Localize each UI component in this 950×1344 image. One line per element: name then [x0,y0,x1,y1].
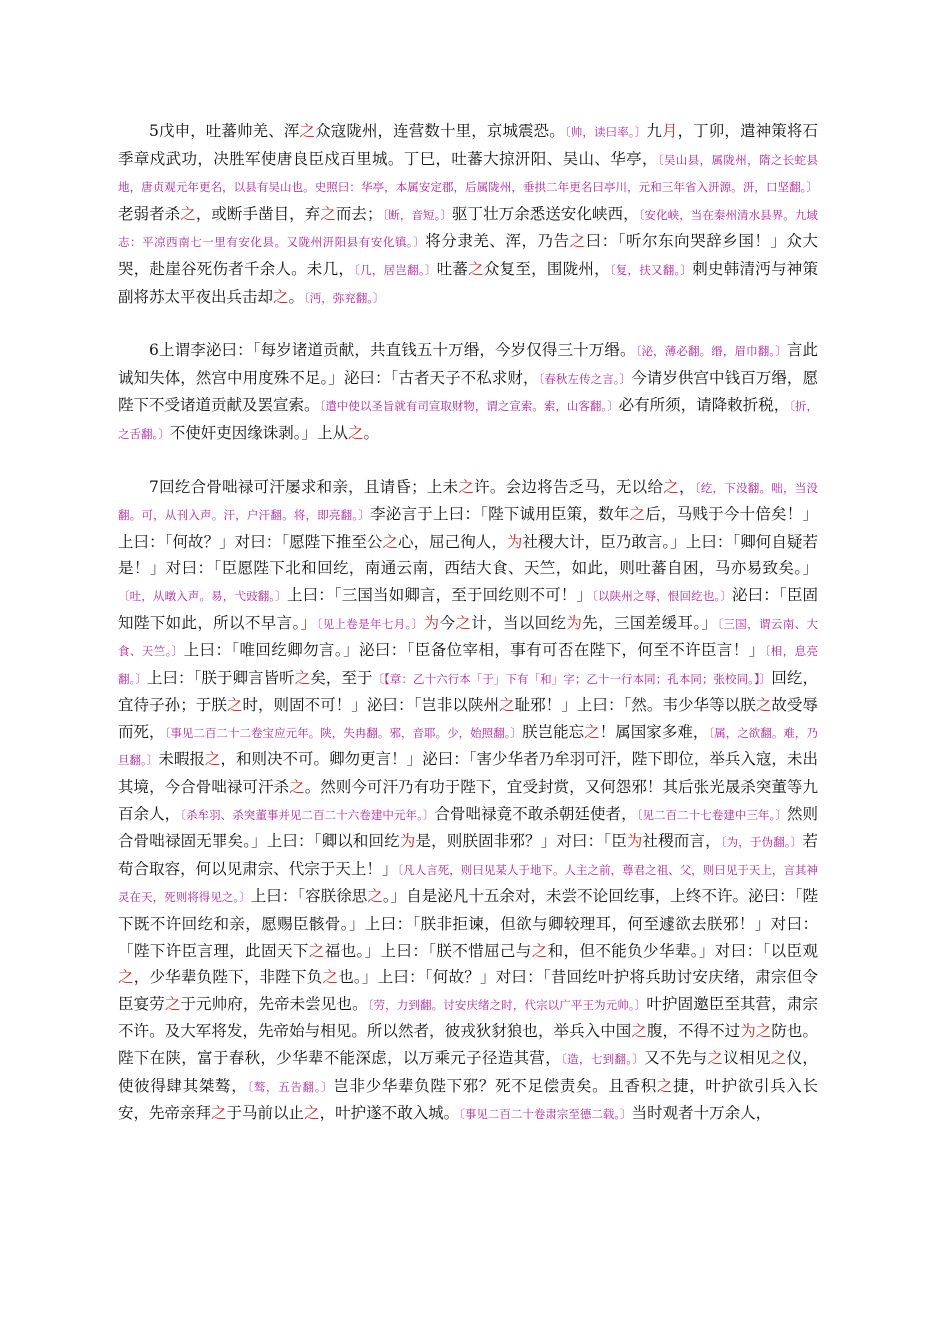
commentary-note: 〔安化峡，当在秦州清水县界。九域志：平凉西南七一里有安化县。又陇州汧阳县有安化镇。〕 [118,207,818,250]
highlighted-char: 之 [289,778,305,797]
commentary-note: 〔为，于伪翻。〕 [720,835,803,850]
main-text: 未暇报 [158,750,205,769]
main-text: 许。会边将告乏马，无以给 [474,477,664,496]
commentary-note: 〔以陕州之辱，恨回纥也。〕 [592,588,733,603]
highlighted-char: 之 [226,696,243,715]
commentary-note: 〔骜，五告翻。〕 [247,1079,334,1094]
highlighted-char: 为 [566,613,583,632]
main-text: 刺史韩清沔与神策副将苏太平夜出兵击却 [118,259,818,306]
main-text: 李泌言于上曰：「陛下诚用臣策，数年 [370,505,630,524]
main-text: 泌曰：「臣固知陛下如此，所以不早言。」 [118,585,818,632]
highlighted-char: 为 [626,832,643,851]
commentary-note: 〔纥，下没翻。咄，当没翻。可，从刊入声。汗，户汗翻。将，即亮翻。〕 [118,480,818,523]
highlighted-char: 为 [506,532,523,551]
highlighted-char: 之 [631,1022,647,1041]
main-text: 捷，叶护欲引兵入长安，先帝亲拜 [118,1076,818,1123]
main-text: 将分隶羌、浑，乃告 [425,232,570,251]
main-text: 6上谓李泌曰：「每岁诸道贡献，共直钱五十万缗，今岁仅得三十万缗。 [149,341,636,360]
main-text: 上曰：「朕于卿言皆听 [146,668,295,687]
main-text: 今 [439,613,456,632]
commentary-note: 〔造，七到翻。〕 [561,1052,645,1066]
main-text: ，少华辈负陛下，非陛下负 [133,968,323,987]
main-text: 后，马贱于今十倍矣！」上曰：「何故？」对曰：「愿陛下推至公 [118,505,818,551]
highlighted-char: 之 [118,968,134,987]
main-text: 上曰：「容朕徐思 [250,887,368,906]
main-text: 众复至，围陇州， [483,259,610,278]
highlighted-char: 之 [320,204,336,223]
highlighted-char: 月 [661,122,678,140]
commentary-note: 〔沔，弥兖翻。〕 [304,290,385,305]
highlighted-char: 之 [322,968,339,987]
highlighted-char: 之 [382,532,399,551]
commentary-note: 〔复，扶又翻。〕 [609,262,693,277]
main-text: 议相见 [723,1049,771,1067]
main-text: ，或断手凿目，弃 [195,204,321,223]
main-text: 耻邪！」上曰：「然。韦少华等以朕 [514,696,756,715]
main-text: 于马前以止 [226,1104,305,1123]
highlighted-char: 之 [531,941,548,960]
highlighted-char: 为 [399,832,416,851]
paragraph-7 [118,474,818,1128]
main-text: 言此诚知失体，然宫中用度殊不足。」泌曰：「古者天子不私求财， [118,341,818,387]
main-text: 。然则今可汗乃有功于陛下，宜受封赏，又何怨邪！其后张光晟杀突董等九百余人， [118,778,818,823]
highlighted-char: 之 [499,696,515,715]
main-text: 必有所须，请降敕折税， [618,396,790,415]
main-text: 又不先与 [644,1049,708,1067]
commentary-note: 〔事见二百二十二卷宝应元年。陕，失冉翻。邪，音耶。少，始照翻。〕 [164,725,523,740]
highlighted-char: 之 [304,1104,320,1123]
commentary-note: 〔相，息亮翻。〕 [118,644,818,686]
main-text: 仪，使彼得肆其桀骜， [118,1049,818,1095]
commentary-note: 〔折，之舌翻。〕 [118,399,818,441]
main-text: 5戊申，吐蕃帅羌、浑 [149,122,300,140]
commentary-note: 〔三国，谓云南、大食、天竺。〕 [118,616,818,659]
main-text: 时，则固不可！」泌曰：「岂非以陕州 [242,696,500,715]
main-text: 合骨咄禄竟不敢杀朝廷使者， [434,804,637,823]
main-text: 众寇陇州，连营数十里，京城震恐。 [315,122,565,140]
main-text: 上曰：「唯回纥卿勿言。」泌曰：「臣备位宰相，事有可否在陛下，何至不许臣言！」 [183,641,765,660]
commentary-note: 〔帅，读曰率。〕 [564,125,647,139]
document-page [118,118,818,1154]
main-text: 计，当以回纥 [471,613,567,632]
highlighted-char: 之 [455,613,472,632]
main-text: 然则合骨咄禄固无罪矣。」上曰：「卿以和回纥 [118,804,818,851]
highlighted-char: 之 [308,941,325,960]
main-text: 也。」上曰：「何故？」对曰：「昔回纥叶护将兵助讨安庆绪，肃宗但令臣宴劳 [118,968,818,1013]
main-text: 。 [288,287,305,306]
main-text: ！属国家多难， [599,722,709,741]
main-text: 驱丁壮万余悉送安化峡西， [452,204,639,223]
main-text: 于元帅府，先帝未尝见也。 [180,994,368,1013]
highlighted-char: 之 [299,122,316,140]
main-text: 先，三国差缓耳。」 [582,613,718,632]
main-text: 上曰：「三国当如卿言，至于回纥则不可！」 [286,585,593,604]
main-text: ，叶护遂不敢入城。 [319,1104,460,1123]
main-text: 。 [363,423,380,442]
highlighted-char: 之 [294,668,311,687]
main-text: 社稷大计，臣乃敢言。」上曰：「卿何自疑若是！」对曰：「臣愿陛下北和回纥，南通云南，西结大食、天竺，如此，则吐蕃自困，马亦易致矣。」 [118,532,818,578]
main-text: 朕岂能忘 [522,722,585,741]
commentary-note: 〔泌，薄必翻。缗，眉巾翻。〕 [635,344,787,359]
highlighted-char: 之 [663,477,679,496]
highlighted-char: 之 [458,477,475,496]
main-text: 。」自是泌凡十五余对，未尝不论回纥事，上终不许。泌曰：「陛下既不许回纥和亲，愿赐臣骸骨。」上曰：「朕非拒谏，但欲与卿较理耳，何至遽欲去朕邪！」对曰：「陛下许臣言理，此固天下 [118,887,818,960]
main-text: 社稷而言， [642,832,721,851]
highlighted-char: 之 [770,1049,787,1067]
commentary-note: 〔断，音短。〕 [382,207,452,222]
main-text: 故受辱而死， [118,696,818,741]
commentary-note: 〔杀牟羽、杀突董事并见二百二十六卷建中元年。〕 [180,807,435,822]
paragraph-6 [118,337,818,447]
main-text: ，和则决不可。卿勿更言！」泌曰：「害少华者乃牟羽可汗，陛下即位，举兵入寇，未出其境，今合骨咄禄可汗杀 [118,750,818,797]
highlighted-char: 之 [755,696,772,715]
commentary-note: 〔事见二百二十卷肃宗至德二载。〕 [459,1107,632,1122]
highlighted-char: 为之 [740,1022,772,1041]
highlighted-char: 之 [273,287,289,306]
highlighted-char: 之 [584,722,600,741]
highlighted-char: 之 [569,232,586,251]
main-text: 曰：「听尔东向哭辞乡国！」众大哭，赴崖谷死伤者千余人。未几， [118,232,818,278]
main-text: 而去； [335,204,383,223]
commentary-note: 〔见上卷是年七月。〕 [316,616,424,631]
main-text: 若苟合取容，何以见肃宗、代宗于天上！」 [118,832,818,878]
commentary-note: 〔几，居岂翻。〕 [354,262,437,277]
main-text: ，丁卯，遣神策将石季章戍武功，决胜军使唐良臣戍百里城。丁巳，吐蕃大掠汧阳、吴山、华亭， [118,122,818,168]
commentary-note: 〔【章：乙十六行本「于」下有「和」字；乙十一行本同；孔本同；张校同。】〕 [372,671,772,686]
paragraph-5 [118,118,818,311]
highlighted-char: 之 [367,887,383,906]
main-text: 腹，不得不过 [646,1022,741,1041]
main-text: 岂非少华辈负陛下邪？死不足偿责矣。且香积 [333,1076,657,1095]
commentary-note: 〔吐，从暾入声。易，弋豉翻。〕 [118,588,287,603]
main-text: 不使奸吏因缘诛剥。」上从 [169,423,349,442]
highlighted-char: 为 [423,613,440,632]
main-text: 吐蕃 [436,259,469,278]
commentary-note: 〔劳，力到翻。讨安庆绪之时，代宗以广平王为元帅。〕 [367,997,647,1012]
commentary-note: 〔遣中使以圣旨就有司宣取财物，谓之宣索。索，山客翻。〕 [319,399,619,414]
commentary-note: 〔见二百二十七卷建中三年。〕 [636,807,787,822]
main-text: 回纥，宜待子孙；于朕 [118,668,818,715]
highlighted-char: 之 [211,1104,227,1123]
highlighted-char: 之 [656,1076,674,1095]
main-text: 心，屈己徇人， [398,532,507,551]
main-text: 是，则朕固非邪？」对曰：「臣 [415,832,627,851]
highlighted-char: 之 [180,204,196,223]
highlighted-char: 之 [629,505,646,524]
main-text: 当时观者十万余人， [631,1104,772,1123]
highlighted-char: 之 [707,1049,724,1067]
main-text: ， [678,477,695,496]
commentary-note: 〔属，之欲翻。难，乃旦翻。〕 [118,725,818,768]
commentary-note: 〔吴山县，属陇州，隋之长蛇县地，唐贞观元年更名，以县有吴山也。史照曰：华亭，本属安定郡，后属陇州，垂拱二年更名曰亭川，元和三年省入汧源。汧，口坚翻。〕 [118,152,818,195]
main-text: 7回纥合骨咄禄可汗屡求和亲，且请昏；上未 [149,477,459,496]
main-text: 矣，至于 [310,668,373,687]
highlighted-char: 之 [468,259,484,278]
commentary-note: 〔春秋左传之言。〕 [538,371,632,386]
highlighted-char: 之 [348,423,364,442]
main-text: 九 [646,122,662,140]
highlighted-char: 之 [204,750,221,769]
main-text: 今请岁供宫中钱百万缗，愿陛下不受诸道贡献及罢宣索。 [118,368,818,415]
main-text: 福也。」上曰：「朕不惜屈己与 [324,941,532,960]
main-text: 叶护固邀臣至其营，肃宗不许。及大军将发，先帝始与相见。所以然者，彼戎狄豺狼也，举兵入中国 [118,994,818,1041]
commentary-note: 〔凡人言死，则曰见某人于地下。人主之前，尊君之祖、父，则曰见于天上，言其神灵在天，死则将得见之。〕 [118,862,818,905]
main-text: 和，但不能负少华辈。」对曰：「以臣观 [547,941,818,960]
main-text: 防也。陛下在陕，富于春秋，少华辈不能深虑，以万乘元子径造其营， [118,1022,818,1067]
highlighted-char: 之 [164,994,181,1013]
main-text: 老弱者杀 [118,204,181,223]
